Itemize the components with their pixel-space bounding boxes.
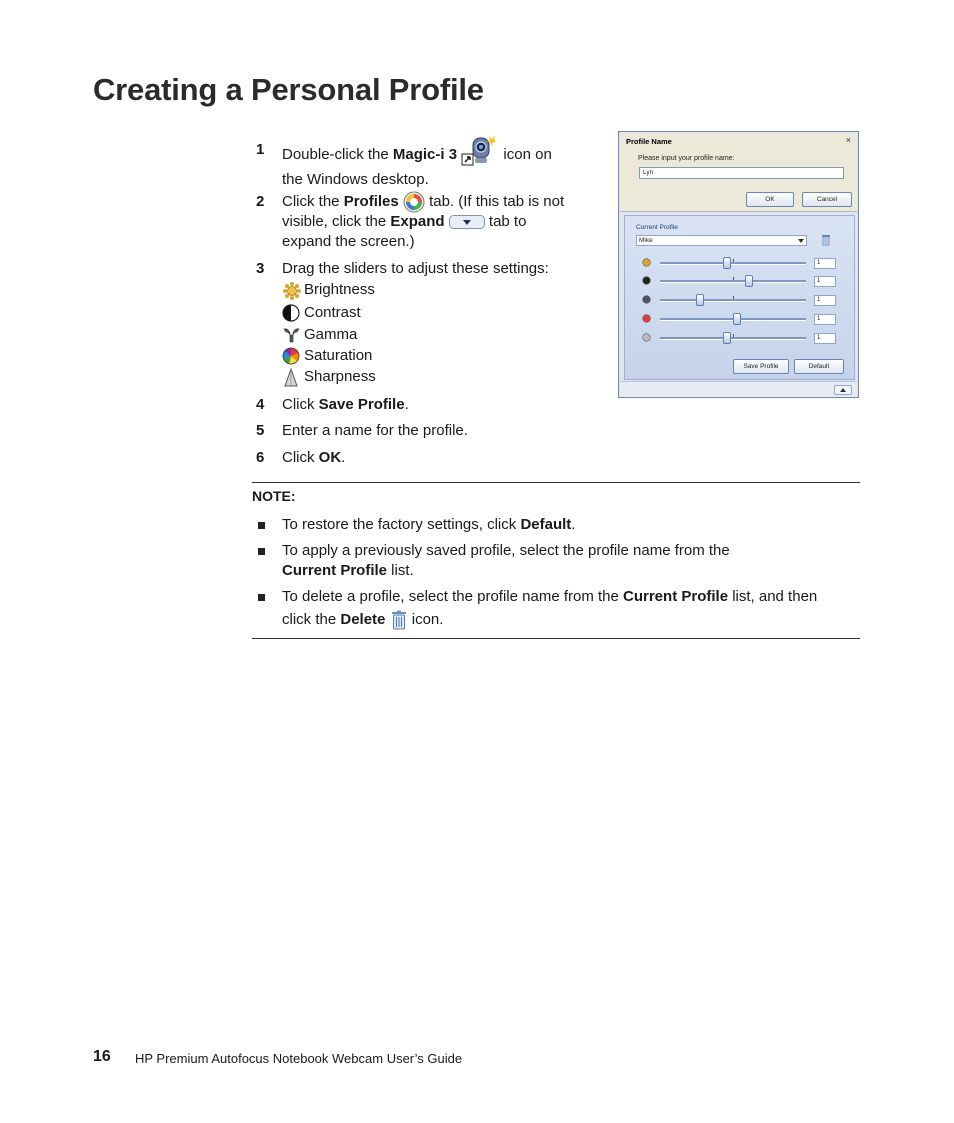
step-number: 3 bbox=[256, 260, 265, 277]
current-profile-label: Current Profile bbox=[636, 224, 678, 231]
contrast-icon bbox=[642, 276, 651, 285]
note-bold: Current Profile bbox=[282, 562, 388, 579]
footer-title: HP Premium Autofocus Notebook Webcam User’s Guide bbox=[135, 1051, 463, 1066]
step-text: Click bbox=[282, 449, 319, 466]
step-text: Drag the sliders to adjust these settings: bbox=[282, 260, 549, 277]
slider-thumb[interactable] bbox=[696, 294, 704, 306]
expand-tab-icon bbox=[449, 215, 485, 229]
setting-contrast bbox=[282, 303, 361, 323]
page-title: Creating a Personal Profile bbox=[93, 72, 484, 107]
ok-button[interactable]: OK bbox=[746, 192, 794, 207]
note-text: icon. bbox=[407, 611, 444, 628]
note-text: To restore the factory settings, click bbox=[282, 516, 521, 533]
setting-label: Sharpness bbox=[304, 368, 376, 385]
step-number: 4 bbox=[256, 396, 265, 413]
page-number: 16 bbox=[93, 1048, 111, 1065]
note-text: list. bbox=[387, 562, 414, 579]
step-text: Click bbox=[282, 396, 319, 413]
note-top-rule bbox=[252, 482, 860, 483]
saturation-value-field[interactable]: 1 bbox=[814, 314, 836, 325]
note-text: list, and then bbox=[728, 588, 818, 605]
setting-gamma bbox=[282, 325, 357, 345]
chevron-down-icon bbox=[798, 239, 804, 243]
note-text: To apply a previously saved profile, select the profile name from the bbox=[282, 542, 730, 559]
step-number: 5 bbox=[256, 422, 265, 439]
slider-center-tick bbox=[733, 296, 734, 299]
step-text: expand the screen.) bbox=[282, 233, 415, 251]
setting-label: Gamma bbox=[304, 326, 358, 343]
saturation-slider[interactable] bbox=[660, 318, 806, 321]
brightness-slider[interactable] bbox=[660, 262, 806, 265]
note-text: . bbox=[571, 516, 576, 533]
current-profile-select[interactable] bbox=[636, 235, 807, 246]
contrast-icon bbox=[282, 304, 300, 322]
setting-label: Contrast bbox=[304, 304, 361, 321]
note-bold: Current Profile bbox=[623, 588, 729, 605]
brightness-icon bbox=[282, 281, 300, 299]
sharpness-icon bbox=[282, 368, 300, 386]
magic-i-3-webcam-icon bbox=[461, 134, 499, 164]
step-text: . bbox=[404, 396, 409, 413]
step-number: 6 bbox=[256, 449, 265, 466]
step-text: visible, click the bbox=[282, 213, 391, 231]
delete-icon bbox=[390, 610, 408, 630]
bullet-icon bbox=[258, 548, 265, 555]
sharpness-value-field[interactable]: 1 bbox=[814, 333, 836, 344]
expand-tab[interactable] bbox=[834, 385, 852, 395]
profile-name-input[interactable]: Lyn bbox=[639, 167, 844, 179]
saturation-icon bbox=[282, 347, 300, 365]
step-text: Enter a name for the profile. bbox=[282, 422, 468, 439]
slider-center-tick bbox=[733, 277, 734, 280]
contrast-value-field[interactable]: 1 bbox=[814, 276, 836, 287]
step-bold: Magic-i 3 bbox=[392, 145, 458, 163]
bullet-icon bbox=[258, 522, 265, 529]
gamma-icon bbox=[642, 295, 651, 304]
step-text: the Windows desktop. bbox=[282, 171, 429, 188]
step-number: 2 bbox=[256, 193, 265, 210]
default-button[interactable]: Default bbox=[794, 359, 844, 374]
slider-thumb[interactable] bbox=[723, 257, 731, 269]
setting-brightness bbox=[282, 280, 375, 300]
profile-dialog-screenshot bbox=[618, 131, 859, 398]
dialog-prompt: Please input your profile name: bbox=[638, 155, 735, 162]
brightness-icon bbox=[642, 258, 651, 267]
gamma-value-field[interactable]: 1 bbox=[814, 295, 836, 306]
close-icon[interactable]: × bbox=[845, 135, 851, 145]
slider-thumb[interactable] bbox=[745, 275, 753, 287]
cancel-button[interactable]: Cancel bbox=[802, 192, 852, 207]
note-text: To delete a profile, select the profile name from the bbox=[282, 588, 624, 605]
delete-icon[interactable] bbox=[820, 234, 832, 248]
setting-label: Saturation bbox=[304, 347, 373, 364]
slider-center-tick bbox=[733, 334, 734, 337]
profile-name-dialog bbox=[620, 133, 857, 212]
step-text: Click the bbox=[282, 193, 344, 210]
brightness-value-field[interactable]: 1 bbox=[814, 258, 836, 269]
profiles-icon bbox=[403, 191, 425, 211]
step-text: . bbox=[341, 449, 346, 466]
sharpness-slider[interactable] bbox=[660, 337, 806, 340]
slider-thumb[interactable] bbox=[733, 313, 741, 325]
save-profile-button[interactable]: Save Profile bbox=[733, 359, 789, 374]
note-heading: NOTE: bbox=[252, 488, 296, 504]
step-text: tab. (If this tab is not bbox=[429, 193, 565, 210]
step-bold: OK bbox=[318, 449, 342, 466]
step-text: icon on bbox=[503, 145, 552, 163]
current-profile-value: Mike bbox=[639, 237, 653, 244]
setting-label: Brightness bbox=[304, 281, 375, 298]
step-text: tab to bbox=[488, 213, 527, 231]
step-number: 1 bbox=[256, 141, 265, 158]
note-text: click the bbox=[282, 611, 341, 628]
step-text: Double-click the bbox=[282, 145, 393, 163]
note-bottom-rule bbox=[252, 638, 860, 639]
step-bold: Expand bbox=[390, 213, 445, 231]
note-bold: Delete bbox=[340, 611, 386, 628]
step-bold: Save Profile bbox=[318, 396, 405, 413]
step-bold: Profiles bbox=[343, 193, 399, 210]
setting-saturation bbox=[282, 346, 372, 366]
gamma-icon bbox=[282, 326, 300, 344]
setting-sharpness bbox=[282, 367, 376, 387]
contrast-slider[interactable] bbox=[660, 280, 806, 283]
slider-thumb[interactable] bbox=[723, 332, 731, 344]
bullet-icon bbox=[258, 594, 265, 601]
dialog-title: Profile Name bbox=[626, 137, 672, 146]
gamma-slider[interactable] bbox=[660, 299, 806, 302]
bottom-bar bbox=[620, 381, 857, 397]
sharpness-icon bbox=[642, 333, 651, 342]
note-bold: Default bbox=[520, 516, 572, 533]
slider-center-tick bbox=[733, 259, 734, 262]
saturation-icon bbox=[642, 314, 651, 323]
